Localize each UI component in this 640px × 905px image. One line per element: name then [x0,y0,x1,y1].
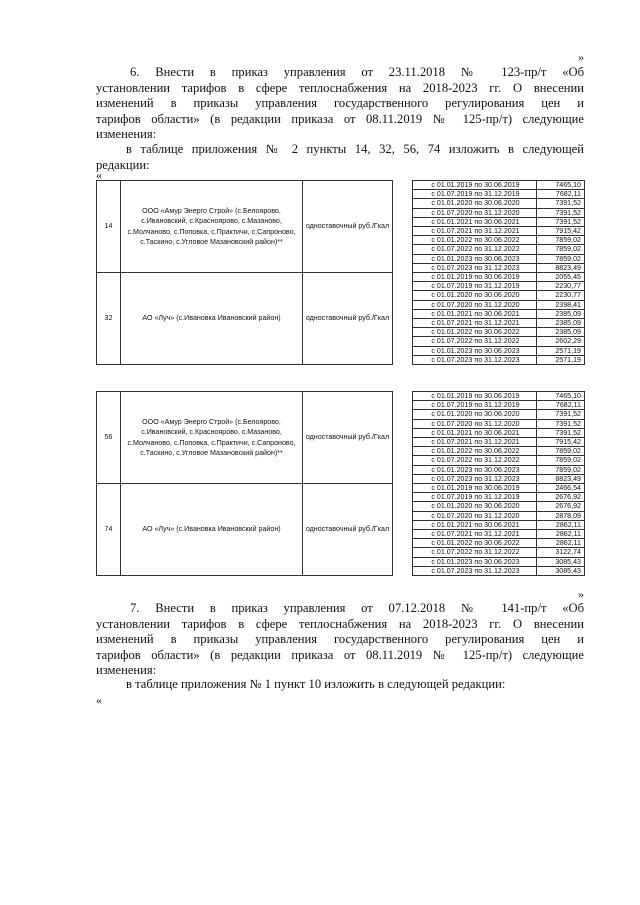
row-number: 14 [97,181,121,273]
tariff-value-cell: 2385,09 [537,319,585,328]
period-cell: с 01.01.2019 по 30.06.2019 [413,273,537,282]
tariff-unit: одноставочный руб./Гкал [303,392,393,484]
tariff-table-1 [96,180,585,365]
tariff-value-cell: 2398,41 [537,300,585,309]
tariff-value-cell: 2676,92 [537,502,585,511]
tariff-row [97,181,585,190]
row-number: 56 [97,392,121,484]
period-cell: с 01.07.2021 по 31.12.2021 [413,530,537,539]
tariff-value-cell: 2571,19 [537,355,585,364]
tariff-value-cell: 2602,29 [537,337,585,346]
item-6-line: тарифов области» (в редакции приказа от 08.11.2019 № 125-пр/т) следующие [96,111,584,126]
item-6-instruction [96,142,584,173]
period-cell: с 01.01.2021 по 30.06.2021 [413,520,537,529]
tariff-value-cell: 8823,49 [537,474,585,483]
item-7-line: изменения: [96,663,157,677]
item-7-line: установлении тарифов в сфере теплоснабжения на 2018-2023 гг. О внесении [96,616,584,631]
tariff-row [97,392,585,401]
item-6-instruction-line: редакции: [96,157,150,172]
opening-quote-bottom: « [96,693,102,707]
tariff-value-cell: 7915,42 [537,227,585,236]
closing-quote-table2: » [578,587,584,601]
tariff-value-cell: 2230,77 [537,282,585,291]
period-cell: с 01.01.2019 по 30.06.2019 [413,392,537,401]
tariff-value-cell: 2878,09 [537,511,585,520]
spacer-cell [393,273,413,365]
period-cell: с 01.07.2021 по 31.12.2021 [413,227,537,236]
tariff-value-cell: 7859,02 [537,447,585,456]
period-cell: с 01.01.2021 по 30.06.2021 [413,217,537,226]
tariff-value-cell: 7859,02 [537,254,585,263]
period-cell: с 01.07.2020 по 31.12.2020 [413,419,537,428]
item-6-line: изменения: [96,127,157,141]
tariff-value-cell: 2055,45 [537,273,585,282]
item-7-line: тарифов области» (в редакции приказа от 08.11.2019 № 125-пр/т) следующие [96,647,584,662]
period-cell: с 01.01.2021 по 30.06.2021 [413,309,537,318]
period-cell: с 01.07.2021 по 31.12.2021 [413,438,537,447]
period-cell: с 01.01.2019 по 30.06.2019 [413,484,537,493]
period-cell: с 01.07.2023 по 31.12.2023 [413,566,537,575]
tariff-value-cell: 7682,11 [537,401,585,410]
spacer-cell [393,392,413,484]
item-6-instruction-line: в таблице приложения № 2 пункты 14, 32, 56, 74 изложить в следующей [126,142,584,156]
period-cell: с 01.01.2020 по 30.06.2020 [413,199,537,208]
tariff-value-cell: 2466,54 [537,484,585,493]
tariff-row [97,273,585,282]
tariff-value-cell: 7859,02 [537,465,585,474]
period-cell: с 01.07.2021 по 31.12.2021 [413,319,537,328]
tariff-value-cell: 2676,92 [537,493,585,502]
tariff-value-cell: 7391,52 [537,428,585,437]
period-cell: с 01.01.2023 по 30.06.2023 [413,465,537,474]
tariff-value-cell: 2230,77 [537,291,585,300]
period-cell: с 01.01.2022 по 30.06.2022 [413,539,537,548]
tariff-value-cell: 2385,09 [537,328,585,337]
tariff-row [97,484,585,493]
tariff-value-cell: 7465,10 [537,181,585,190]
period-cell: с 01.07.2019 по 31.12.2019 [413,190,537,199]
period-cell: с 01.07.2023 по 31.12.2023 [413,355,537,364]
period-cell: с 01.01.2022 по 30.06.2022 [413,447,537,456]
tariff-value-cell: 2862,11 [537,520,585,529]
period-cell: с 01.07.2023 по 31.12.2023 [413,263,537,272]
period-cell: с 01.01.2023 по 30.06.2023 [413,557,537,566]
period-cell: с 01.07.2022 по 31.12.2022 [413,337,537,346]
tariff-value-cell: 7391,52 [537,199,585,208]
item-6-line: 6. Внести в приказ управления от 23.11.2018 № 123-пр/т «Об [130,65,584,79]
tariff-value-cell: 7391,52 [537,208,585,217]
period-cell: с 01.01.2020 по 30.06.2020 [413,410,537,419]
tariff-value-cell: 7391,52 [537,410,585,419]
period-cell: с 01.01.2020 по 30.06.2020 [413,502,537,511]
period-cell: с 01.07.2022 по 31.12.2022 [413,548,537,557]
opening-quote-table1: « [96,168,102,182]
organization-name: АО «Луч» (с.Ивановка Ивановский район) [121,484,303,576]
tariff-value-cell: 7915,42 [537,438,585,447]
organization-name: ООО «Амур Энерго Строй» (с.Белоярово, с.Ивановский, с.Красноярово, с.Мазаново, с.Молчаново, с.Поповка, с.Практичи, с.Сапроново, с.Таскино, с.Угловое Мазановский район)** [121,392,303,484]
period-cell: с 01.01.2022 по 30.06.2022 [413,236,537,245]
period-cell: с 01.01.2019 по 30.06.2019 [413,181,537,190]
period-cell: с 01.01.2022 по 30.06.2022 [413,328,537,337]
period-cell: с 01.01.2023 по 30.06.2023 [413,254,537,263]
period-cell: с 01.07.2022 по 31.12.2022 [413,456,537,465]
tariff-value-cell: 7391,52 [537,419,585,428]
tariff-unit: одноставочный руб./Гкал [303,181,393,273]
spacer-cell [393,484,413,576]
item-6-paragraph [96,65,584,143]
period-cell: с 01.01.2021 по 30.06.2021 [413,428,537,437]
period-cell: с 01.07.2019 по 31.12.2019 [413,282,537,291]
tariff-value-cell: 7859,02 [537,245,585,254]
item-7-instruction [96,677,584,693]
tariff-value-cell: 7682,11 [537,190,585,199]
period-cell: с 01.07.2019 по 31.12.2019 [413,493,537,502]
spacer-cell [393,181,413,273]
organization-name: ООО «Амур Энерго Строй» (с.Белоярово, с.Ивановский, с.Красноярово, с.Мазаново, с.Молчаново, с.Поповка, с.Практичи, с.Сапроново, с.Таскино, с.Угловое Мазановский район)** [121,181,303,273]
item-7-line: изменений в приказы управления государственного регулирования цен и [96,632,584,646]
period-cell: с 01.01.2020 по 30.06.2020 [413,291,537,300]
tariff-value-cell: 2385,09 [537,309,585,318]
tariff-value-cell: 8823,49 [537,263,585,272]
period-cell: с 01.07.2020 по 31.12.2020 [413,300,537,309]
row-number: 74 [97,484,121,576]
organization-name: АО «Луч» (с.Ивановка Ивановский район) [121,273,303,365]
item-7-instruction-line: в таблице приложения № 1 пункт 10 изложить в следующей редакции: [126,677,506,691]
tariff-value-cell: 3085,43 [537,557,585,566]
closing-quote-top: » [578,50,584,64]
item-6-line: установлении тарифов в сфере теплоснабжения на 2018-2023 гг. О внесении [96,80,584,95]
tariff-value-cell: 7859,02 [537,456,585,465]
tariff-value-cell: 7859,02 [537,236,585,245]
tariff-value-cell: 2862,11 [537,539,585,548]
tariff-value-cell: 7465,10 [537,392,585,401]
tariff-table-2 [96,391,585,576]
tariff-value-cell: 3085,43 [537,566,585,575]
item-6-line: изменений в приказы управления государственного регулирования цен и [96,96,584,110]
period-cell: с 01.07.2019 по 31.12.2019 [413,401,537,410]
period-cell: с 01.07.2020 по 31.12.2020 [413,208,537,217]
period-cell: с 01.01.2023 по 30.06.2023 [413,346,537,355]
tariff-value-cell: 2571,19 [537,346,585,355]
row-number: 32 [97,273,121,365]
item-7-paragraph [96,601,584,679]
tariff-unit: одноставочный руб./Гкал [303,273,393,365]
tariff-value-cell: 3122,74 [537,548,585,557]
tariff-unit: одноставочный руб./Гкал [303,484,393,576]
tariff-value-cell: 2862,11 [537,530,585,539]
period-cell: с 01.07.2022 по 31.12.2022 [413,245,537,254]
tariff-value-cell: 7391,52 [537,217,585,226]
item-7-line: 7. Внести в приказ управления от 07.12.2018 № 141-пр/т «Об [130,601,584,615]
period-cell: с 01.07.2020 по 31.12.2020 [413,511,537,520]
period-cell: с 01.07.2023 по 31.12.2023 [413,474,537,483]
